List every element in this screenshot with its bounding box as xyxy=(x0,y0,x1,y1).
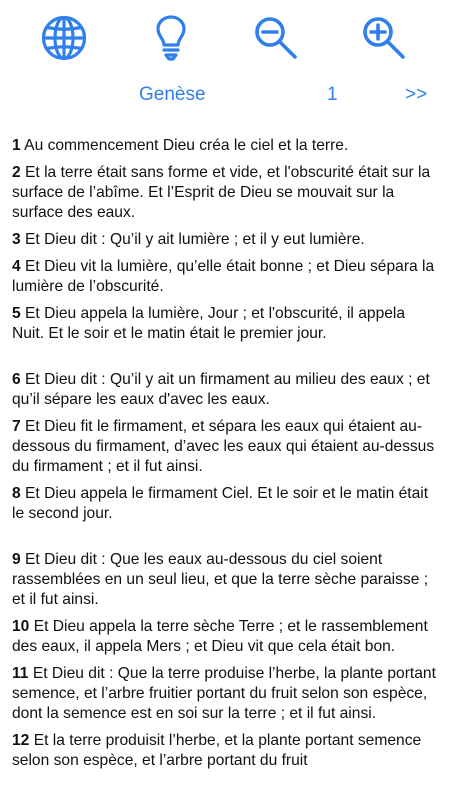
verse-number: 11 xyxy=(12,665,29,682)
verse xyxy=(12,257,440,297)
lightbulb-button[interactable] xyxy=(147,14,195,62)
verse-text: Et Dieu vit la lumière, qu’elle était bonne ; et Dieu sépara la lumière de l’obscurité. xyxy=(12,258,435,295)
zoom-out-icon xyxy=(252,14,300,62)
globe-icon xyxy=(40,14,88,62)
verse-text: Et Dieu fit le firmament, et sépara les eaux qui étaient au-dessous du firmament, d’avec les eaux qui étaient au-dessus du firmament ; et il fut ainsi. xyxy=(12,418,435,475)
verse-number: 1 xyxy=(12,137,21,154)
verse xyxy=(12,550,440,610)
zoom-in-button[interactable] xyxy=(360,14,408,62)
verse-text: Et Dieu dit : Que la terre produise l’herbe, la plante portant semence, et l’arbre fruitier portant du fruit selon son espèce, dont la semence est en soi sur la terre ; et il fut ainsi. xyxy=(12,665,436,722)
verse-number: 9 xyxy=(12,551,21,568)
verse xyxy=(12,304,440,344)
verse-number: 7 xyxy=(12,418,21,435)
verse-text: Et Dieu appela le firmament Ciel. Et le soir et le matin était le second jour. xyxy=(12,485,429,522)
verse xyxy=(12,484,440,524)
next-chapter-button[interactable]: >> xyxy=(405,84,428,105)
chapter-navigation xyxy=(0,84,450,110)
verse-number: 4 xyxy=(12,258,21,275)
verse-text: Et Dieu dit : Qu’il y ait lumière ; et il y eut lumière. xyxy=(25,231,365,248)
globe-button[interactable] xyxy=(40,14,88,62)
verse-number: 5 xyxy=(12,305,21,322)
chapter-selector[interactable]: 1 xyxy=(327,84,338,105)
verse-number: 6 xyxy=(12,371,21,388)
verse-text: Et la terre produisit l’herbe, et la plante portant semence selon son espèce, et l’arbre portant du fruit xyxy=(12,732,422,769)
verse-text: Et Dieu dit : Qu’il y ait un firmament au milieu des eaux ; et qu’il sépare les eaux d'avec les eaux. xyxy=(12,371,430,408)
verse-text: Et la terre était sans forme et vide, et l'obscurité était sur la surface de l’abîme. Et l’Esprit de Dieu se mouvait sur la surface des eaux. xyxy=(12,164,431,221)
verse xyxy=(12,664,440,724)
zoom-in-icon xyxy=(360,14,408,62)
verse-number: 2 xyxy=(12,164,21,181)
verse xyxy=(12,230,440,250)
verse xyxy=(12,136,440,156)
toolbar xyxy=(0,0,450,78)
verse xyxy=(12,731,440,771)
lightbulb-icon xyxy=(147,14,195,62)
verse-number: 3 xyxy=(12,231,21,248)
verse-number: 8 xyxy=(12,485,21,502)
verse-text: Au commencement Dieu créa le ciel et la terre. xyxy=(24,137,349,154)
verse xyxy=(12,370,440,410)
verse xyxy=(12,163,440,223)
book-selector[interactable]: Genèse xyxy=(139,84,206,105)
verse-text: Et Dieu appela la terre sèche Terre ; et le rassemblement des eaux, il appela Mers ; et Dieu vit que cela était bon. xyxy=(12,618,428,655)
verse-text: Et Dieu dit : Que les eaux au-dessous du ciel soient rassemblées en un seul lieu, et que la terre sèche paraisse ; et il fut ainsi. xyxy=(12,551,429,608)
verse xyxy=(12,617,440,657)
chapter-text xyxy=(12,136,440,778)
verse-text: Et Dieu appela la lumière, Jour ; et l'obscurité, il appela Nuit. Et le soir et le matin était le premier jour. xyxy=(12,305,406,342)
verse-number: 12 xyxy=(12,732,30,749)
verse xyxy=(12,417,440,477)
zoom-out-button[interactable] xyxy=(252,14,300,62)
verse-number: 10 xyxy=(12,618,30,635)
